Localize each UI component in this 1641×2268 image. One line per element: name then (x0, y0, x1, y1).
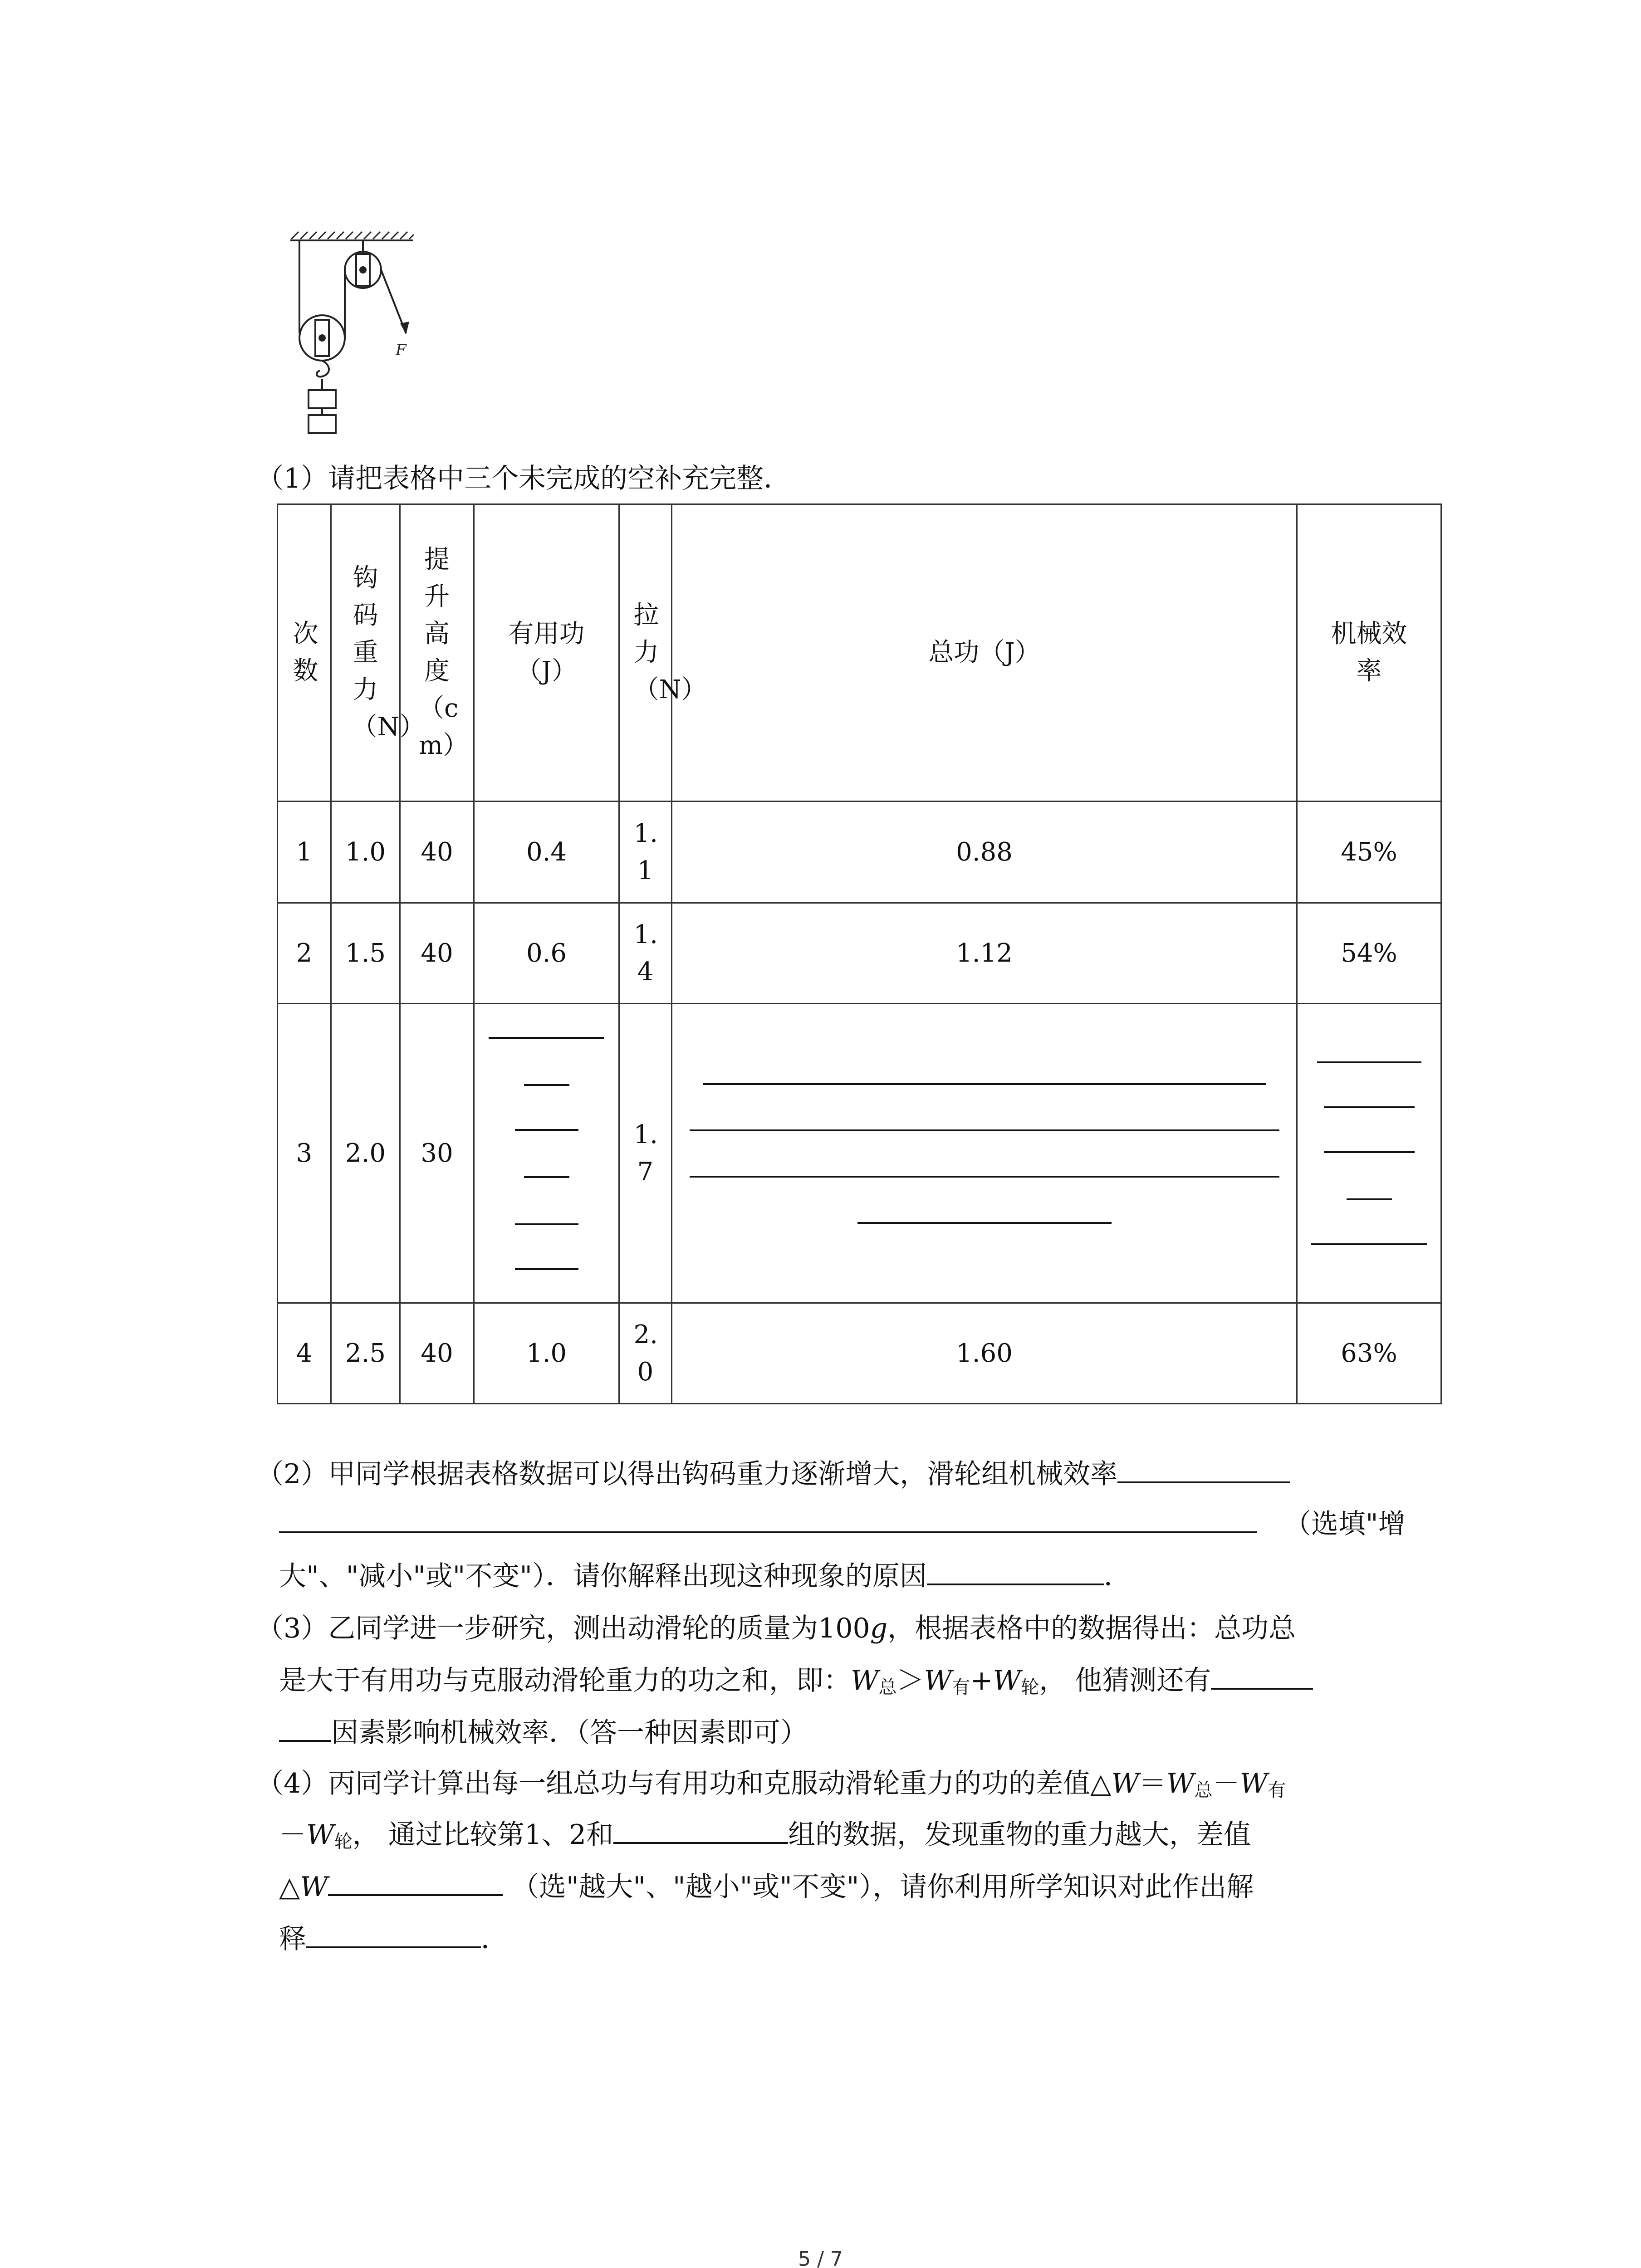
data-table (277, 503, 1442, 1404)
blank-q4-trend[interactable] (328, 1868, 503, 1896)
question-4-line-2: $-W_轮$， 通过比较第1、2和 组的数据，发现重物的重力越大，差值 (279, 1808, 1251, 1869)
blank-q4-explain[interactable] (306, 1920, 481, 1948)
blank-useful-work[interactable] (474, 1004, 619, 1303)
header-cell: 钩码重力（N） (331, 504, 400, 802)
page-number: 5 / 7 (798, 2248, 843, 2268)
weight-block-1 (309, 390, 336, 408)
question-4-line-1: （4）丙同学计算出每一组总功与有用功和克服动滑轮重力的功的差值$\triangle W=W_总-W_有$ (256, 1768, 1286, 1801)
header-cell: 有用功（J） (474, 504, 619, 802)
force-label: F (396, 341, 407, 359)
question-3-line-2: 是大于有用功与克服动滑轮重力的功之和，即：$W_总>W_有+W_轮$， 他猜测还有 (279, 1653, 1313, 1715)
header-cell: 提升高度（cm） (400, 504, 474, 802)
header-cell: 机械效率 (1297, 504, 1441, 802)
blank-efficiency[interactable] (1297, 1004, 1441, 1303)
blank-total-work[interactable] (672, 1004, 1297, 1303)
header-cell: 拉力（N） (619, 504, 672, 802)
pulley-system-figure (281, 229, 417, 449)
question-1: （1）请把表格中三个未完成的空补充完整． (256, 463, 791, 494)
header-cell: 次数 (278, 504, 331, 802)
question-4-line-3: △W （选"越大"、"越小"或"不变"），请你利用所学知识对此作出解 (279, 1860, 1254, 1914)
table-header-row (278, 504, 1441, 802)
table-row: 1 1.0 40 0.4 1.1 0.88 45% (278, 802, 1441, 903)
ceiling-hatch (291, 232, 414, 239)
table-row: 4 2.5 40 1.0 2.0 1.60 63% (278, 1303, 1441, 1404)
blank-q2-trend[interactable] (1117, 1455, 1290, 1483)
question-2-line-1: （2）甲同学根据表格数据可以得出钩码重力逐渐增大，滑轮组机械效率 (256, 1447, 1290, 1501)
table-row: 2 1.5 40 0.6 1.4 1.12 54% (278, 903, 1441, 1004)
blank-q2-trend-cont[interactable] (279, 1505, 1257, 1533)
blank-q3-factor[interactable] (1211, 1662, 1313, 1690)
header-cell: 总功（J） (672, 504, 1297, 802)
blank-q4-group[interactable] (613, 1816, 788, 1844)
blank-q3-factor-cont[interactable] (279, 1714, 331, 1742)
question-3-line-3: 因素影响机械效率．（答一种因素即可） (279, 1706, 808, 1760)
question-2-line-3: 大"、"减小"或"不变"）．请你解释出现这种现象的原因 ． (279, 1549, 1131, 1603)
blank-q2-reason[interactable] (927, 1557, 1104, 1585)
question-4-line-4: 释 ． (279, 1912, 508, 1966)
hook (317, 361, 329, 376)
weight-block-2 (309, 415, 336, 433)
question-2-line-2: （选填"增 (279, 1497, 1406, 1551)
question-3-line-1: （3）乙同学进一步研究，测出动滑轮的质量为100g，根据表格中的数据得出：总功总 (256, 1613, 1296, 1644)
table-row: 3 2.0 30 1.7 (278, 1004, 1441, 1303)
